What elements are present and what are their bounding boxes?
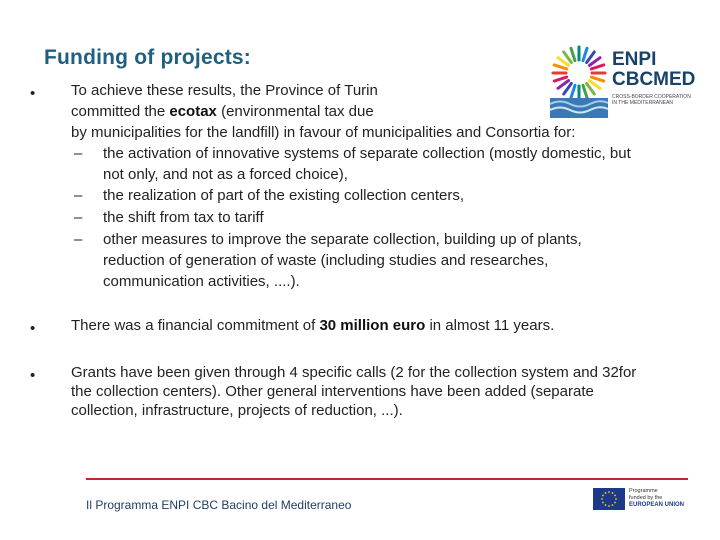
dash-marker: –	[74, 145, 83, 162]
bullet3-line2: the collection centers). Other general interventions have been added (separate	[71, 383, 594, 400]
sun-ray	[554, 77, 566, 81]
sun-ray	[571, 48, 575, 60]
eu-star	[615, 498, 617, 500]
footer-divider	[86, 478, 688, 480]
logo-subtitle-text: CROSS-BORDER COOPERATION IN THE MEDITERRANEAN	[612, 94, 691, 106]
subitem-line: the activation of innovative systems of separate collection (mostly domestic, but	[103, 145, 631, 162]
enpi-cbcmed-logo	[548, 42, 698, 120]
sun-ray	[591, 65, 603, 69]
sun-ray	[554, 65, 566, 69]
bullet-marker: •	[30, 367, 36, 384]
bullet1-line1: To achieve these results, the Province of Turin	[71, 82, 378, 99]
eu-flag-icon	[593, 488, 625, 510]
eu-star	[602, 502, 604, 504]
dash-marker: –	[74, 231, 83, 248]
sun-ray	[583, 85, 587, 97]
dash-marker: –	[74, 187, 83, 204]
bullet2-text	[71, 315, 554, 336]
eu-star	[605, 492, 607, 494]
sea-wave-icon	[550, 98, 608, 118]
dash-marker: –	[74, 209, 83, 226]
bullet3-line3: collection, infrastructure, projects of reduction, ...).	[71, 402, 403, 419]
eu-star	[614, 502, 616, 504]
bullet1-line3: by municipalities for the landfill) in favour of municipalities and Consortia for:	[71, 124, 576, 141]
logo-enpi-text: ENPI	[612, 49, 657, 70]
sun-ray	[583, 48, 587, 60]
footer-text: Il Programma ENPI CBC Bacino del Mediterraneo	[86, 498, 352, 512]
funding-amount: 30 million euro	[319, 317, 426, 334]
eu-logo	[593, 487, 693, 511]
eu-star	[601, 498, 603, 500]
subitem-line: communication activities, ....).	[103, 273, 300, 290]
eu-star	[605, 504, 607, 506]
sun-ray	[571, 85, 575, 97]
eu-star	[614, 495, 616, 497]
eu-logo-text	[629, 488, 689, 509]
subitem-line: the shift from tax to tariff	[103, 209, 264, 226]
eu-logo-line: Programme	[629, 488, 658, 494]
bullet-marker: •	[30, 85, 36, 102]
subitem-line: reduction of generation of waste (including studies and researches,	[103, 252, 549, 269]
bullet1-line2-post: (environmental tax due	[216, 103, 374, 120]
subitem-line: the realization of part of the existing collection centers,	[103, 187, 465, 204]
eu-star	[608, 505, 610, 507]
sun-ring-icon	[548, 42, 610, 104]
eu-star	[612, 504, 614, 506]
bullet3-line1: Grants have been given through 4 specific calls (2 for the collection system and 32for	[71, 364, 637, 381]
eu-logo-line: funded by the	[629, 495, 663, 501]
bullet1-line2-pre: committed the	[71, 103, 170, 120]
subitem-line: other measures to improve the separate collection, building up of plants,	[103, 231, 582, 248]
bullet1-line2	[71, 101, 374, 122]
eu-star	[602, 495, 604, 497]
sun-ray	[591, 77, 603, 81]
logo-cbcmed-text: CBCMED	[612, 69, 696, 90]
subitem-line: not only, and not as a forced choice),	[103, 166, 348, 183]
page-title: Funding of projects:	[44, 46, 251, 69]
bullet2-pre: There was a financial commitment of	[71, 317, 320, 334]
bullet2-post: in almost 11 years.	[425, 317, 555, 334]
bullet-marker: •	[30, 320, 36, 337]
eu-star	[608, 491, 610, 493]
ecotax-emphasis: ecotax	[169, 103, 217, 120]
eu-logo-line: EUROPEAN UNION	[629, 502, 685, 508]
eu-star	[612, 492, 614, 494]
